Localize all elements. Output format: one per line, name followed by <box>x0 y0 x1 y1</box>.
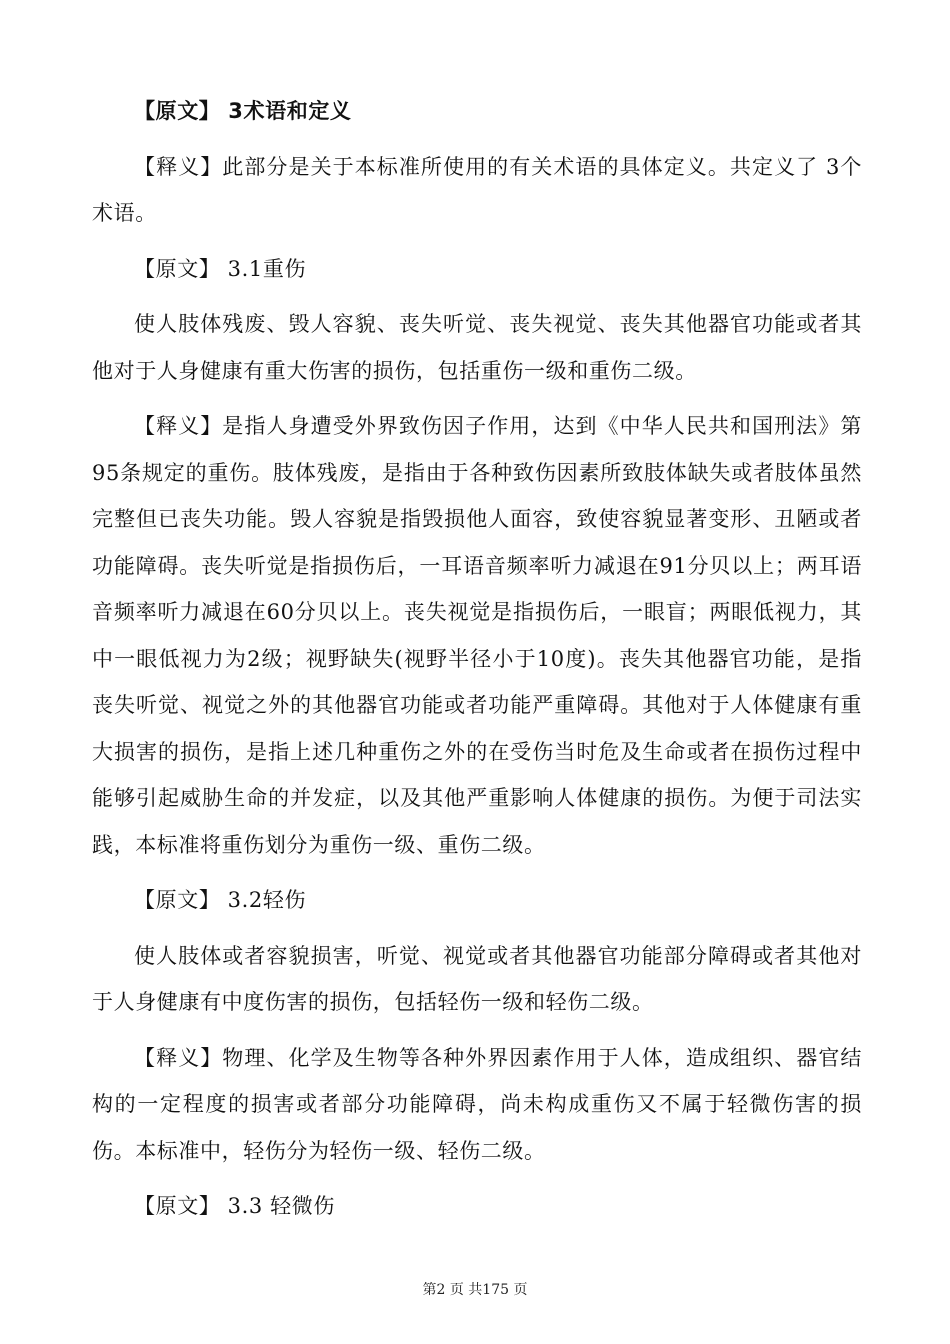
page-footer: 第2 页 共175 页 <box>422 1282 528 1298</box>
paragraph-serious-injury-definition: 使人肢体残废、毁人容貌、丧失听觉、丧失视觉、丧失其他器官功能或者其他对于人身健康有重大伤害的损伤，包括重伤一级和重伤二级。 <box>92 312 862 383</box>
section-heading-slight-injury: 【原文】 3.3 轻微伤 <box>134 1194 335 1218</box>
section-heading-serious-injury: 【原文】 3.1重伤 <box>134 256 307 281</box>
section-heading-terms: 【原文】 3术语和定义 <box>134 99 352 123</box>
paragraph-minor-injury-definition: 使人肢体或者容貌损害，听觉、视觉或者其他器官功能部分障碍或者其他对于人身健康有中度伤害的损伤，包括轻伤一级和轻伤二级。 <box>92 943 862 1014</box>
paragraph-minor-injury-explanation: 【释义】物理、化学及生物等各种外界因素作用于人体，造成组织、器官结构的一定程度的损害或者部分功能障碍，尚未构成重伤又不属于轻微伤害的损伤。本标准中，轻伤分为轻伤一级、轻伤二级。 <box>92 1045 862 1163</box>
document-body <box>92 88 862 1230</box>
paragraph-serious-injury-explanation: 【释义】是指人身遭受外界致伤因子作用，达到《中华人民共和国刑法》第95条规定的重伤。肢体残废，是指由于各种致伤因素所致肢体缺失或者肢体虽然完整但已丧失功能。毁人容貌是指毁损他人面容，致使容貌显著变形、丑陋或者功能障碍。丧失听觉是指损伤后，一耳语音频率听力减退在91分贝以上；两耳语音频率听力减退在60分贝以上。丧失视觉是指损伤后，一眼盲；两眼低视力，其中一眼低视力为2级；视野缺失(视野半径小于10度)。丧失其他器官功能，是指丧失听觉、视觉之外的其他器官功能或者功能严重障碍。其他对于人体健康有重大损害的损伤，是指上述几种重伤之外的在受伤当时危及生命或者在损伤过程中能够引起威胁生命的并发症，以及其他严重影响人体健康的损伤。为便于司法实践，本标准将重伤划分为重伤一级、重伤二级。 <box>92 414 862 857</box>
paragraph-explanation-terms: 【释义】此部分是关于本标准所使用的有关术语的具体定义。共定义了 3个术语。 <box>92 154 862 225</box>
section-heading-minor-injury: 【原文】 3.2轻伤 <box>134 888 307 912</box>
